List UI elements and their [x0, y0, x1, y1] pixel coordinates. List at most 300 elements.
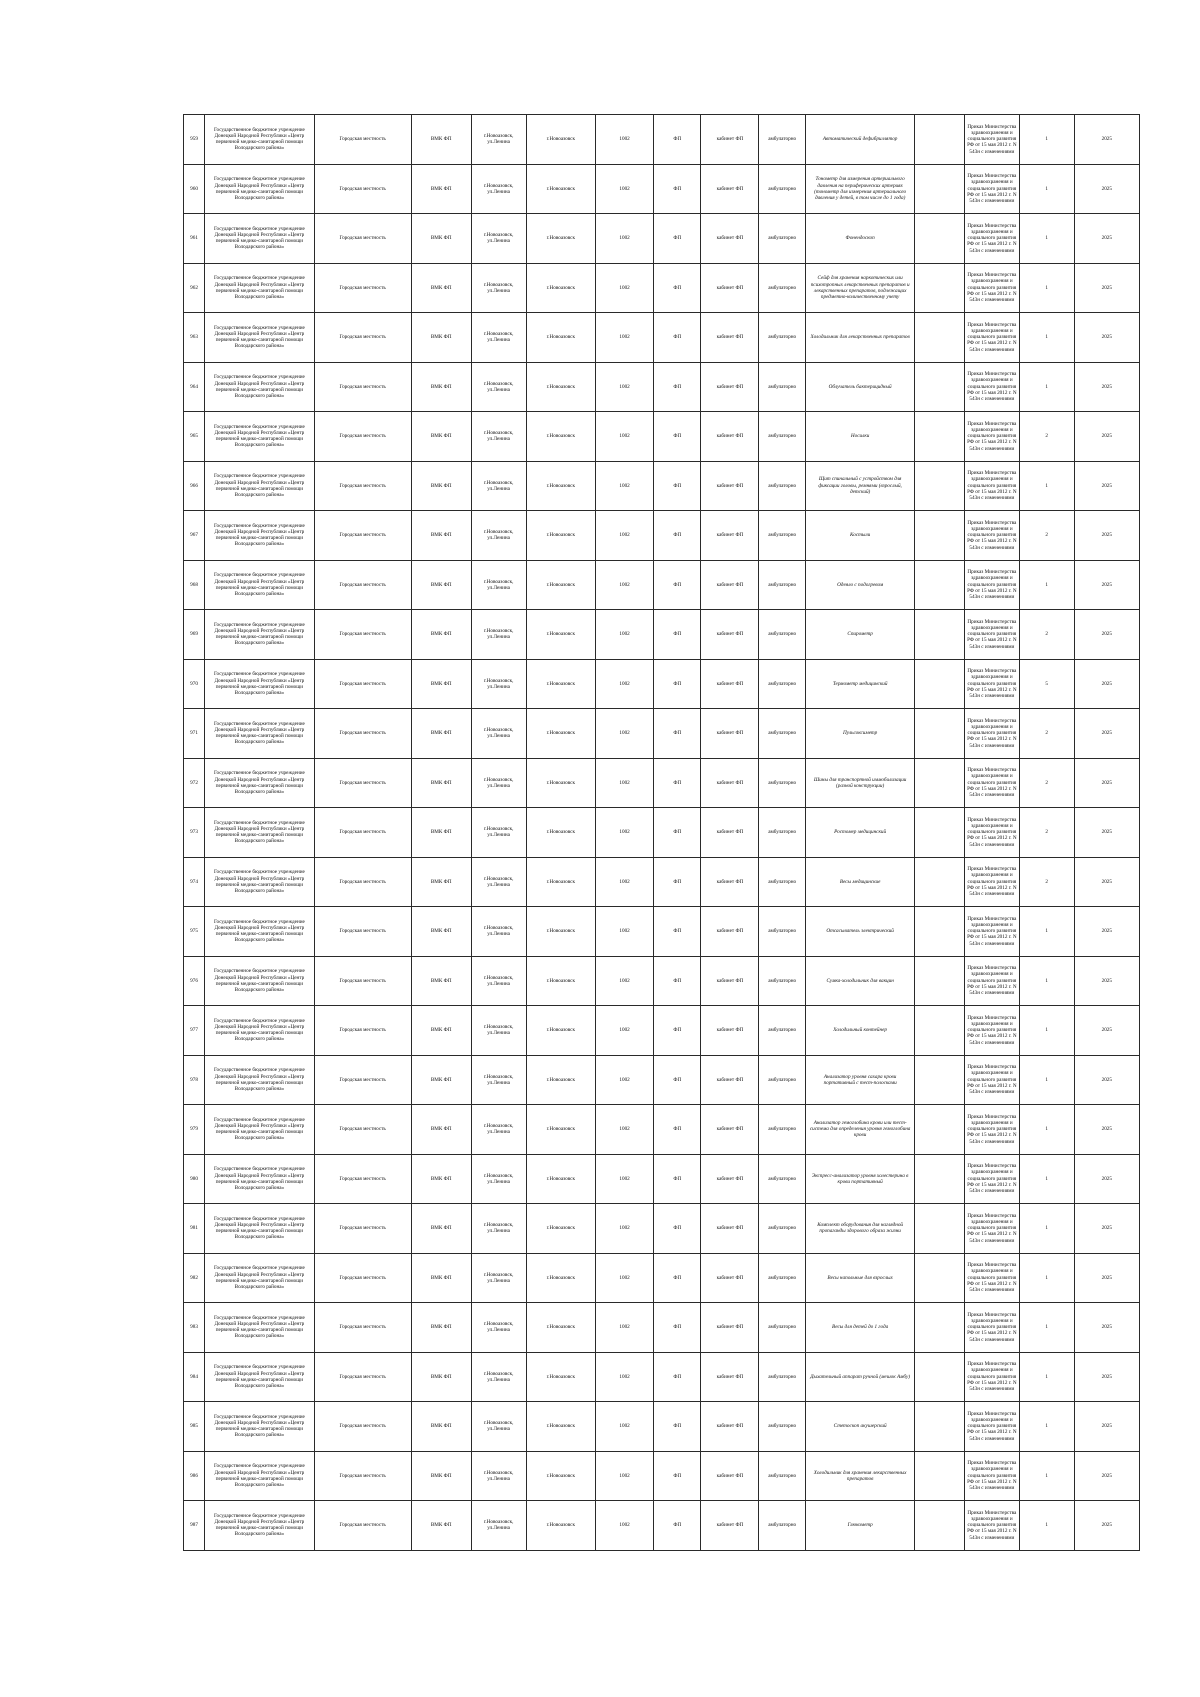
- equipment-name: Дыхательный аппарат ручной (мешок Амбу): [805, 1352, 915, 1402]
- organization-name: Государственное бюджетное учреждение Донецкой Народной Республики «Центр первичной медико-санитарной помощи Володарского района»: [205, 1154, 315, 1204]
- quantity-value: 2: [1019, 709, 1074, 759]
- table-row: [184, 214, 1140, 264]
- facility-name: ВМК ФП: [411, 263, 471, 313]
- room-name: кабинет ФП: [701, 1451, 759, 1501]
- facility-address: г.Новоазовск, ул.Ленина: [471, 1055, 526, 1105]
- code-value: 1002: [596, 659, 654, 709]
- settlement-type: Городская местность: [314, 1253, 411, 1303]
- year-value: 2025: [1074, 164, 1139, 214]
- settlement-type: Городская местность: [314, 1501, 411, 1551]
- quantity-value: 1: [1019, 907, 1074, 957]
- settlement-type: Городская местность: [314, 560, 411, 610]
- city-name: г.Новоазовск: [526, 1451, 596, 1501]
- facility-address: г.Новоазовск, ул.Ленина: [471, 313, 526, 363]
- row-number: 962: [184, 263, 205, 313]
- city-name: г.Новоазовск: [526, 1303, 596, 1353]
- settlement-type: Городская местность: [314, 659, 411, 709]
- quantity-value: 2: [1019, 758, 1074, 808]
- row-number: 972: [184, 758, 205, 808]
- empty-cell: [915, 1303, 965, 1353]
- organization-name: Государственное бюджетное учреждение Донецкой Народной Республики «Центр первичной медико-санитарной помощи Володарского района»: [205, 362, 315, 412]
- year-value: 2025: [1074, 1105, 1139, 1155]
- regulation-order: Приказ Министерства здравоохранения и социального развития РФ от 15 мая 2012 г. N 543н с изменениями: [964, 461, 1019, 511]
- regulation-order: Приказ Министерства здравоохранения и социального развития РФ от 15 мая 2012 г. N 543н с изменениями: [964, 1451, 1019, 1501]
- regulation-order: Приказ Министерства здравоохранения и социального развития РФ от 15 мая 2012 г. N 543н с изменениями: [964, 857, 1019, 907]
- settlement-type: Городская местность: [314, 808, 411, 858]
- organization-name: Государственное бюджетное учреждение Донецкой Народной Республики «Центр первичной медико-санитарной помощи Володарского района»: [205, 412, 315, 462]
- code-value: 1002: [596, 1154, 654, 1204]
- city-name: г.Новоазовск: [526, 1154, 596, 1204]
- empty-cell: [915, 1253, 965, 1303]
- table-row: [184, 461, 1140, 511]
- quantity-value: 1: [1019, 115, 1074, 165]
- year-value: 2025: [1074, 115, 1139, 165]
- organization-name: Государственное бюджетное учреждение Донецкой Народной Республики «Центр первичной медико-санитарной помощи Володарского района»: [205, 263, 315, 313]
- regulation-order: Приказ Министерства здравоохранения и социального развития РФ от 15 мая 2012 г. N 543н с изменениями: [964, 115, 1019, 165]
- organization-name: Государственное бюджетное учреждение Донецкой Народной Республики «Центр первичной медико-санитарной помощи Володарского района»: [205, 857, 315, 907]
- care-type: амбулаторно: [759, 214, 805, 264]
- room-name: кабинет ФП: [701, 610, 759, 660]
- row-number: 987: [184, 1501, 205, 1551]
- unit-type: ФП: [654, 511, 701, 561]
- city-name: г.Новоазовск: [526, 1352, 596, 1402]
- empty-cell: [915, 610, 965, 660]
- facility-address: г.Новоазовск, ул.Ленина: [471, 659, 526, 709]
- code-value: 1002: [596, 1303, 654, 1353]
- facility-name: ВМК ФП: [411, 1501, 471, 1551]
- room-name: кабинет ФП: [701, 1204, 759, 1254]
- room-name: кабинет ФП: [701, 1055, 759, 1105]
- facility-name: ВМК ФП: [411, 1006, 471, 1056]
- facility-address: г.Новоазовск, ул.Ленина: [471, 758, 526, 808]
- row-number: 986: [184, 1451, 205, 1501]
- regulation-order: Приказ Министерства здравоохранения и социального развития РФ от 15 мая 2012 г. N 543н с изменениями: [964, 1303, 1019, 1353]
- row-number: 982: [184, 1253, 205, 1303]
- table-row: [184, 560, 1140, 610]
- empty-cell: [915, 907, 965, 957]
- empty-cell: [915, 808, 965, 858]
- year-value: 2025: [1074, 1352, 1139, 1402]
- row-number: 965: [184, 412, 205, 462]
- unit-type: ФП: [654, 1006, 701, 1056]
- quantity-value: 1: [1019, 1451, 1074, 1501]
- care-type: амбулаторно: [759, 610, 805, 660]
- city-name: г.Новоазовск: [526, 857, 596, 907]
- facility-name: ВМК ФП: [411, 1154, 471, 1204]
- year-value: 2025: [1074, 1501, 1139, 1551]
- row-number: 981: [184, 1204, 205, 1254]
- facility-address: г.Новоазовск, ул.Ленина: [471, 560, 526, 610]
- facility-address: г.Новоазовск, ул.Ленина: [471, 214, 526, 264]
- code-value: 1002: [596, 1501, 654, 1551]
- facility-address: г.Новоазовск, ул.Ленина: [471, 1352, 526, 1402]
- row-number: 973: [184, 808, 205, 858]
- organization-name: Государственное бюджетное учреждение Донецкой Народной Республики «Центр первичной медико-санитарной помощи Володарского района»: [205, 164, 315, 214]
- quantity-value: 2: [1019, 808, 1074, 858]
- equipment-name: Стетоскоп акушерский: [805, 1402, 915, 1452]
- facility-name: ВМК ФП: [411, 1253, 471, 1303]
- table-row: [184, 1204, 1140, 1254]
- unit-type: ФП: [654, 907, 701, 957]
- row-number: 975: [184, 907, 205, 957]
- care-type: амбулаторно: [759, 362, 805, 412]
- room-name: кабинет ФП: [701, 659, 759, 709]
- regulation-order: Приказ Министерства здравоохранения и социального развития РФ от 15 мая 2012 г. N 543н с изменениями: [964, 659, 1019, 709]
- city-name: г.Новоазовск: [526, 511, 596, 561]
- code-value: 1002: [596, 1204, 654, 1254]
- organization-name: Государственное бюджетное учреждение Донецкой Народной Республики «Центр первичной медико-санитарной помощи Володарского района»: [205, 1055, 315, 1105]
- quantity-value: 1: [1019, 1154, 1074, 1204]
- regulation-order: Приказ Министерства здравоохранения и социального развития РФ от 15 мая 2012 г. N 543н с изменениями: [964, 1204, 1019, 1254]
- room-name: кабинет ФП: [701, 461, 759, 511]
- organization-name: Государственное бюджетное учреждение Донецкой Народной Республики «Центр первичной медико-санитарной помощи Володарского района»: [205, 461, 315, 511]
- year-value: 2025: [1074, 412, 1139, 462]
- table-row: [184, 1451, 1140, 1501]
- unit-type: ФП: [654, 1501, 701, 1551]
- year-value: 2025: [1074, 857, 1139, 907]
- code-value: 1002: [596, 263, 654, 313]
- facility-name: ВМК ФП: [411, 461, 471, 511]
- year-value: 2025: [1074, 1451, 1139, 1501]
- empty-cell: [915, 659, 965, 709]
- settlement-type: Городская местность: [314, 362, 411, 412]
- equipment-name: Глюкометр: [805, 1501, 915, 1551]
- code-value: 1002: [596, 1055, 654, 1105]
- quantity-value: 1: [1019, 214, 1074, 264]
- settlement-type: Городская местность: [314, 1006, 411, 1056]
- row-number: 976: [184, 956, 205, 1006]
- year-value: 2025: [1074, 461, 1139, 511]
- equipment-name: Ростомер медицинский: [805, 808, 915, 858]
- care-type: амбулаторно: [759, 1006, 805, 1056]
- equipment-name: Пульсоксиметр: [805, 709, 915, 759]
- empty-cell: [915, 709, 965, 759]
- regulation-order: Приказ Министерства здравоохранения и социального развития РФ от 15 мая 2012 г. N 543н с изменениями: [964, 709, 1019, 759]
- equipment-name: Весы для детей до 1 года: [805, 1303, 915, 1353]
- year-value: 2025: [1074, 313, 1139, 363]
- care-type: амбулаторно: [759, 115, 805, 165]
- organization-name: Государственное бюджетное учреждение Донецкой Народной Республики «Центр первичной медико-санитарной помощи Володарского района»: [205, 659, 315, 709]
- care-type: амбулаторно: [759, 1303, 805, 1353]
- table-row: [184, 1402, 1140, 1452]
- facility-address: г.Новоазовск, ул.Ленина: [471, 1105, 526, 1155]
- row-number: 977: [184, 1006, 205, 1056]
- regulation-order: Приказ Министерства здравоохранения и социального развития РФ от 15 мая 2012 г. N 543н с изменениями: [964, 808, 1019, 858]
- organization-name: Государственное бюджетное учреждение Донецкой Народной Республики «Центр первичной медико-санитарной помощи Володарского района»: [205, 1402, 315, 1452]
- regulation-order: Приказ Министерства здравоохранения и социального развития РФ от 15 мая 2012 г. N 543н с изменениями: [964, 1154, 1019, 1204]
- facility-address: г.Новоазовск, ул.Ленина: [471, 461, 526, 511]
- table-row: [184, 1253, 1140, 1303]
- city-name: г.Новоазовск: [526, 115, 596, 165]
- quantity-value: 5: [1019, 659, 1074, 709]
- facility-name: ВМК ФП: [411, 214, 471, 264]
- year-value: 2025: [1074, 907, 1139, 957]
- quantity-value: 1: [1019, 1352, 1074, 1402]
- facility-name: ВМК ФП: [411, 362, 471, 412]
- year-value: 2025: [1074, 1055, 1139, 1105]
- city-name: г.Новоазовск: [526, 1204, 596, 1254]
- regulation-order: Приказ Министерства здравоохранения и социального развития РФ от 15 мая 2012 г. N 543н с изменениями: [964, 1253, 1019, 1303]
- unit-type: ФП: [654, 956, 701, 1006]
- city-name: г.Новоазовск: [526, 956, 596, 1006]
- facility-name: ВМК ФП: [411, 115, 471, 165]
- facility-name: ВМК ФП: [411, 511, 471, 561]
- facility-name: ВМК ФП: [411, 857, 471, 907]
- care-type: амбулаторно: [759, 1055, 805, 1105]
- facility-name: ВМК ФП: [411, 164, 471, 214]
- year-value: 2025: [1074, 263, 1139, 313]
- row-number: 980: [184, 1154, 205, 1204]
- organization-name: Государственное бюджетное учреждение Донецкой Народной Республики «Центр первичной медико-санитарной помощи Володарского района»: [205, 115, 315, 165]
- regulation-order: Приказ Министерства здравоохранения и социального развития РФ от 15 мая 2012 г. N 543н с изменениями: [964, 164, 1019, 214]
- settlement-type: Городская местность: [314, 907, 411, 957]
- row-number: 970: [184, 659, 205, 709]
- year-value: 2025: [1074, 362, 1139, 412]
- equipment-name: Анализатор уровня сахара крови портативный с тест-полосками: [805, 1055, 915, 1105]
- table-row: [184, 511, 1140, 561]
- unit-type: ФП: [654, 808, 701, 858]
- care-type: амбулаторно: [759, 1204, 805, 1254]
- table-row: [184, 808, 1140, 858]
- regulation-order: Приказ Министерства здравоохранения и социального развития РФ от 15 мая 2012 г. N 543н с изменениями: [964, 1006, 1019, 1056]
- regulation-order: Приказ Министерства здравоохранения и социального развития РФ от 15 мая 2012 г. N 543н с изменениями: [964, 511, 1019, 561]
- organization-name: Государственное бюджетное учреждение Донецкой Народной Республики «Центр первичной медико-санитарной помощи Володарского района»: [205, 907, 315, 957]
- year-value: 2025: [1074, 1303, 1139, 1353]
- unit-type: ФП: [654, 115, 701, 165]
- empty-cell: [915, 1154, 965, 1204]
- equipment-name: Автоматический дефибриллятор: [805, 115, 915, 165]
- city-name: г.Новоазовск: [526, 709, 596, 759]
- room-name: кабинет ФП: [701, 313, 759, 363]
- care-type: амбулаторно: [759, 1253, 805, 1303]
- equipment-name: Тонометр для измерения артериального давления на периферических артериях (тонометр для измерения артериального давления у детей, в том числе до 1 года): [805, 164, 915, 214]
- facility-address: г.Новоазовск, ул.Ленина: [471, 1402, 526, 1452]
- city-name: г.Новоазовск: [526, 461, 596, 511]
- city-name: г.Новоазовск: [526, 758, 596, 808]
- unit-type: ФП: [654, 659, 701, 709]
- facility-address: г.Новоазовск, ул.Ленина: [471, 1253, 526, 1303]
- facility-name: ВМК ФП: [411, 758, 471, 808]
- table-row: [184, 1303, 1140, 1353]
- settlement-type: Городская местность: [314, 1402, 411, 1452]
- facility-address: г.Новоазовск, ул.Ленина: [471, 709, 526, 759]
- city-name: г.Новоазовск: [526, 1501, 596, 1551]
- equipment-name: Одеяло с подогревом: [805, 560, 915, 610]
- regulation-order: Приказ Министерства здравоохранения и социального развития РФ от 15 мая 2012 г. N 543н с изменениями: [964, 412, 1019, 462]
- unit-type: ФП: [654, 412, 701, 462]
- code-value: 1002: [596, 1253, 654, 1303]
- table-row: [184, 709, 1140, 759]
- empty-cell: [915, 1402, 965, 1452]
- city-name: г.Новоазовск: [526, 313, 596, 363]
- organization-name: Государственное бюджетное учреждение Донецкой Народной Республики «Центр первичной медико-санитарной помощи Володарского района»: [205, 758, 315, 808]
- organization-name: Государственное бюджетное учреждение Донецкой Народной Республики «Центр первичной медико-санитарной помощи Володарского района»: [205, 808, 315, 858]
- equipment-name: Весы медицинские: [805, 857, 915, 907]
- care-type: амбулаторно: [759, 659, 805, 709]
- quantity-value: 2: [1019, 412, 1074, 462]
- equipment-name: Сейф для хранения наркотических или психотропных лекарственных препаратов и лекарственных препаратов, подлежащих предметно-количественному учету: [805, 263, 915, 313]
- care-type: амбулаторно: [759, 907, 805, 957]
- code-value: 1002: [596, 511, 654, 561]
- city-name: г.Новоазовск: [526, 164, 596, 214]
- table-row: [184, 1154, 1140, 1204]
- table-row: [184, 1006, 1140, 1056]
- organization-name: Государственное бюджетное учреждение Донецкой Народной Республики «Центр первичной медико-санитарной помощи Володарского района»: [205, 1303, 315, 1353]
- organization-name: Государственное бюджетное учреждение Донецкой Народной Республики «Центр первичной медико-санитарной помощи Володарского района»: [205, 560, 315, 610]
- unit-type: ФП: [654, 164, 701, 214]
- code-value: 1002: [596, 164, 654, 214]
- unit-type: ФП: [654, 263, 701, 313]
- room-name: кабинет ФП: [701, 956, 759, 1006]
- settlement-type: Городская местность: [314, 412, 411, 462]
- empty-cell: [915, 511, 965, 561]
- equipment-register-table: [183, 114, 1140, 1551]
- city-name: г.Новоазовск: [526, 907, 596, 957]
- quantity-value: 1: [1019, 1402, 1074, 1452]
- settlement-type: Городская местность: [314, 956, 411, 1006]
- organization-name: Государственное бюджетное учреждение Донецкой Народной Республики «Центр первичной медико-санитарной помощи Володарского района»: [205, 214, 315, 264]
- code-value: 1002: [596, 610, 654, 660]
- city-name: г.Новоазовск: [526, 808, 596, 858]
- facility-name: ВМК ФП: [411, 1303, 471, 1353]
- quantity-value: 1: [1019, 362, 1074, 412]
- settlement-type: Городская местность: [314, 709, 411, 759]
- quantity-value: 1: [1019, 461, 1074, 511]
- equipment-name: Термометр медицинский: [805, 659, 915, 709]
- row-number: 959: [184, 115, 205, 165]
- row-number: 984: [184, 1352, 205, 1402]
- facility-address: г.Новоазовск, ул.Ленина: [471, 956, 526, 1006]
- city-name: г.Новоазовск: [526, 1253, 596, 1303]
- row-number: 967: [184, 511, 205, 561]
- quantity-value: 1: [1019, 263, 1074, 313]
- unit-type: ФП: [654, 1451, 701, 1501]
- organization-name: Государственное бюджетное учреждение Донецкой Народной Республики «Центр первичной медико-санитарной помощи Володарского района»: [205, 956, 315, 1006]
- unit-type: ФП: [654, 758, 701, 808]
- code-value: 1002: [596, 461, 654, 511]
- care-type: амбулаторно: [759, 461, 805, 511]
- facility-address: г.Новоазовск, ул.Ленина: [471, 412, 526, 462]
- facility-name: ВМК ФП: [411, 659, 471, 709]
- table-row: [184, 659, 1140, 709]
- equipment-name: Весы напольные для взрослых: [805, 1253, 915, 1303]
- room-name: кабинет ФП: [701, 1154, 759, 1204]
- facility-name: ВМК ФП: [411, 1204, 471, 1254]
- regulation-order: Приказ Министерства здравоохранения и социального развития РФ от 15 мая 2012 г. N 543н с изменениями: [964, 1501, 1019, 1551]
- facility-address: г.Новоазовск, ул.Ленина: [471, 808, 526, 858]
- equipment-name: Спирометр: [805, 610, 915, 660]
- row-number: 985: [184, 1402, 205, 1452]
- equipment-name: Комплект оборудования для наглядной пропаганды здорового образа жизни: [805, 1204, 915, 1254]
- settlement-type: Городская местность: [314, 1154, 411, 1204]
- unit-type: ФП: [654, 214, 701, 264]
- care-type: амбулаторно: [759, 412, 805, 462]
- table-row: [184, 1352, 1140, 1402]
- table-row: [184, 610, 1140, 660]
- code-value: 1002: [596, 808, 654, 858]
- code-value: 1002: [596, 907, 654, 957]
- quantity-value: 1: [1019, 1055, 1074, 1105]
- settlement-type: Городская местность: [314, 1451, 411, 1501]
- room-name: кабинет ФП: [701, 263, 759, 313]
- room-name: кабинет ФП: [701, 115, 759, 165]
- facility-name: ВМК ФП: [411, 1352, 471, 1402]
- room-name: кабинет ФП: [701, 511, 759, 561]
- year-value: 2025: [1074, 1154, 1139, 1204]
- facility-name: ВМК ФП: [411, 1055, 471, 1105]
- organization-name: Государственное бюджетное учреждение Донецкой Народной Республики «Центр первичной медико-санитарной помощи Володарского района»: [205, 1105, 315, 1155]
- table-row: [184, 956, 1140, 1006]
- settlement-type: Городская местность: [314, 857, 411, 907]
- settlement-type: Городская местность: [314, 758, 411, 808]
- facility-name: ВМК ФП: [411, 1105, 471, 1155]
- empty-cell: [915, 313, 965, 363]
- settlement-type: Городская местность: [314, 1055, 411, 1105]
- equipment-name: Шины для транспортной иммобилизации (разной конструкции): [805, 758, 915, 808]
- room-name: кабинет ФП: [701, 758, 759, 808]
- city-name: г.Новоазовск: [526, 263, 596, 313]
- regulation-order: Приказ Министерства здравоохранения и социального развития РФ от 15 мая 2012 г. N 543н с изменениями: [964, 1055, 1019, 1105]
- row-number: 960: [184, 164, 205, 214]
- city-name: г.Новоазовск: [526, 610, 596, 660]
- empty-cell: [915, 115, 965, 165]
- city-name: г.Новоазовск: [526, 1055, 596, 1105]
- equipment-name: Щит спинальный с устройством для фиксации головы, ремнями (взрослый, детский): [805, 461, 915, 511]
- equipment-name: Фонендоскоп: [805, 214, 915, 264]
- care-type: амбулаторно: [759, 313, 805, 363]
- year-value: 2025: [1074, 610, 1139, 660]
- quantity-value: 1: [1019, 1105, 1074, 1155]
- unit-type: ФП: [654, 709, 701, 759]
- care-type: амбулаторно: [759, 1451, 805, 1501]
- facility-address: г.Новоазовск, ул.Ленина: [471, 1501, 526, 1551]
- regulation-order: Приказ Министерства здравоохранения и социального развития РФ от 15 мая 2012 г. N 543н с изменениями: [964, 560, 1019, 610]
- register-rows: [184, 115, 1140, 1551]
- room-name: кабинет ФП: [701, 709, 759, 759]
- regulation-order: Приказ Министерства здравоохранения и социального развития РФ от 15 мая 2012 г. N 543н с изменениями: [964, 362, 1019, 412]
- year-value: 2025: [1074, 1006, 1139, 1056]
- room-name: кабинет ФП: [701, 1352, 759, 1402]
- year-value: 2025: [1074, 758, 1139, 808]
- year-value: 2025: [1074, 1204, 1139, 1254]
- care-type: амбулаторно: [759, 1402, 805, 1452]
- row-number: 971: [184, 709, 205, 759]
- facility-name: ВМК ФП: [411, 313, 471, 363]
- quantity-value: 1: [1019, 1204, 1074, 1254]
- empty-cell: [915, 263, 965, 313]
- unit-type: ФП: [654, 1204, 701, 1254]
- quantity-value: 2: [1019, 511, 1074, 561]
- equipment-name: Холодильник для лекарственных препаратов: [805, 313, 915, 363]
- table-row: [184, 857, 1140, 907]
- year-value: 2025: [1074, 1402, 1139, 1452]
- empty-cell: [915, 1501, 965, 1551]
- facility-address: г.Новоазовск, ул.Ленина: [471, 1204, 526, 1254]
- empty-cell: [915, 1451, 965, 1501]
- row-number: 966: [184, 461, 205, 511]
- equipment-name: Отсасыватель электрический: [805, 907, 915, 957]
- regulation-order: Приказ Министерства здравоохранения и социального развития РФ от 15 мая 2012 г. N 543н с изменениями: [964, 1352, 1019, 1402]
- year-value: 2025: [1074, 659, 1139, 709]
- empty-cell: [915, 214, 965, 264]
- city-name: г.Новоазовск: [526, 659, 596, 709]
- row-number: 969: [184, 610, 205, 660]
- row-number: 974: [184, 857, 205, 907]
- room-name: кабинет ФП: [701, 808, 759, 858]
- settlement-type: Городская местность: [314, 461, 411, 511]
- code-value: 1002: [596, 1451, 654, 1501]
- equipment-name: Сумка-холодильник для вакцин: [805, 956, 915, 1006]
